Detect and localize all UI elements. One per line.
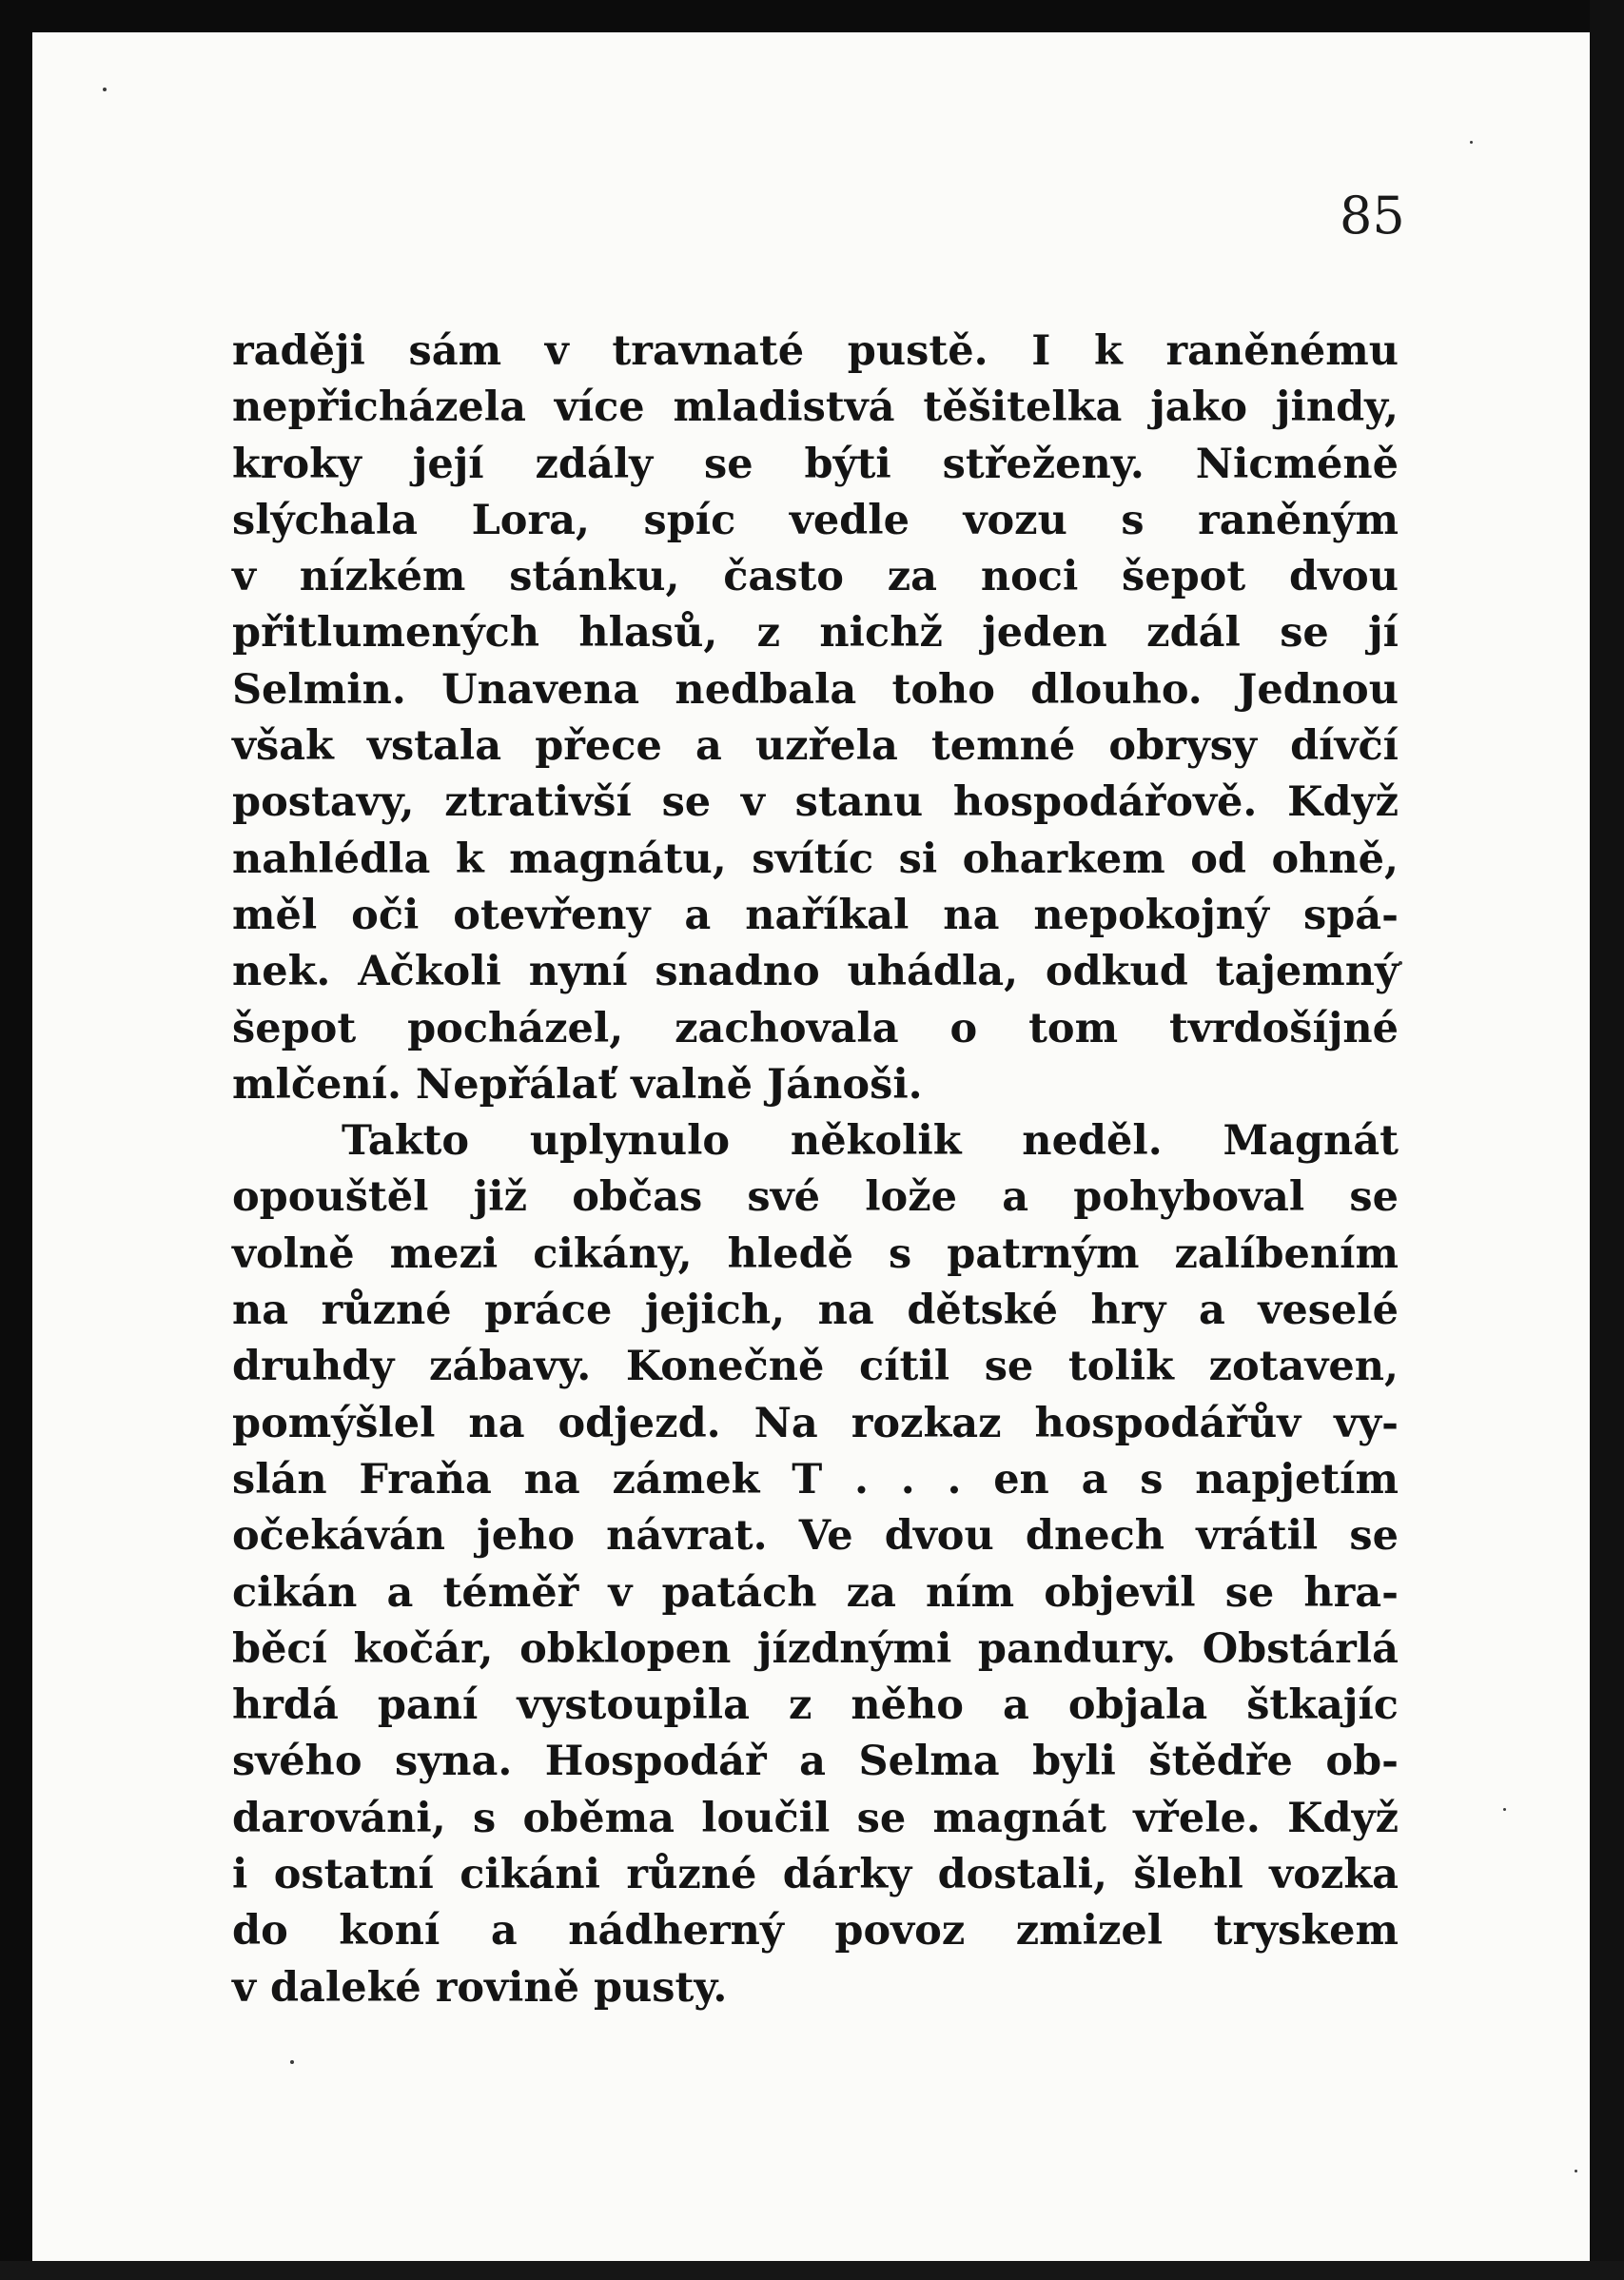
text-line: šepot pocházel, zachovala o tom tvrdošíjné — [232, 1004, 1399, 1052]
scan-border-top — [0, 0, 1624, 32]
scan-border-right — [1590, 0, 1624, 2280]
text-line: hrdá paní vystoupila z něho a objala štkajíc — [232, 1681, 1399, 1730]
text-line: Selmin. Unavena nedbala toho dlouho. Jednou — [232, 665, 1399, 714]
body-text — [232, 324, 1399, 2016]
scan-speck — [290, 2060, 294, 2064]
text-line: druhdy zábavy. Konečně cítil se tolik zotaven, — [232, 1343, 1399, 1391]
text-line: mlčení. Nepřálať valně Jánoši. — [232, 1060, 923, 1109]
text-line: na různé práce jejich, na dětské hry a veselé — [232, 1287, 1399, 1335]
text-line: očekáván jeho návrat. Ve dvou dnech vrátil se — [232, 1512, 1399, 1561]
text-line: měl oči otevřeny a naříkal na nepokojný spá- — [232, 891, 1399, 939]
text-line: svého syna. Hospodář a Selma byli štědře ob- — [232, 1738, 1399, 1786]
text-line: v daleké rovině pusty. — [232, 1963, 728, 2012]
text-line: slán Fraňa na zámek T . . . en a s napjetím — [232, 1455, 1399, 1504]
text-line: do koní a nádherný povoz zmizel tryskem — [232, 1907, 1399, 1956]
text-line: i ostatní cikáni různé dárky dostali, šlehl vozka — [232, 1851, 1399, 1899]
text-line: přitlumených hlasů, z nichž jeden zdál se jí — [232, 609, 1399, 658]
text-line: volně mezi cikány, hledě s patrným zalíbením — [232, 1229, 1399, 1278]
text-line: postavy, ztrativší se v stanu hospodářově. Když — [232, 778, 1399, 827]
text-line: nek. Ačkoli nyní snadno uhádla, odkud tajemný — [232, 948, 1399, 996]
text-line: raději sám v travnaté pustě. I k raněnému — [232, 327, 1399, 375]
text-line: slýchala Lora, spíc vedle vozu s raněným — [232, 496, 1399, 544]
text-line: však vstala přece a uzřela temné obrysy dívčí — [232, 722, 1399, 771]
text-line: darováni, s oběma loučil se magnát vřele. Když — [232, 1794, 1399, 1842]
scan-border-bottom — [0, 2261, 1624, 2280]
scan-speck — [1399, 961, 1402, 965]
text-line: běcí kočár, obklopen jízdnými pandury. Obstárlá — [232, 1624, 1399, 1673]
scan-speck — [1470, 141, 1473, 144]
text-line: v nízkém stánku, často za noci šepot dvou — [232, 553, 1399, 601]
text-line: pomýšlel na odjezd. Na rozkaz hospodářův vy- — [232, 1399, 1399, 1447]
paragraph — [232, 324, 1399, 1113]
text-line: nahlédla k magnátu, svítíc si oharkem od ohně, — [232, 835, 1399, 883]
text-line: cikán a téměř v patách za ním objevil se hra- — [232, 1568, 1399, 1617]
scan-speck — [1503, 1808, 1506, 1811]
paragraph — [232, 1113, 1399, 2016]
text-line: kroky její zdály se býti střeženy. Nicméně — [232, 440, 1399, 488]
text-line: Takto uplynulo několik neděl. Magnát — [342, 1117, 1399, 1166]
scan-border-left — [0, 0, 32, 2280]
text-line: opouštěl již občas své lože a pohyboval se — [232, 1173, 1399, 1222]
scan-speck — [103, 88, 107, 91]
scan-speck — [1575, 2170, 1577, 2172]
text-line: nepřicházela více mladistvá těšitelka jako jindy, — [232, 383, 1399, 432]
page-number: 85 — [1340, 186, 1405, 246]
